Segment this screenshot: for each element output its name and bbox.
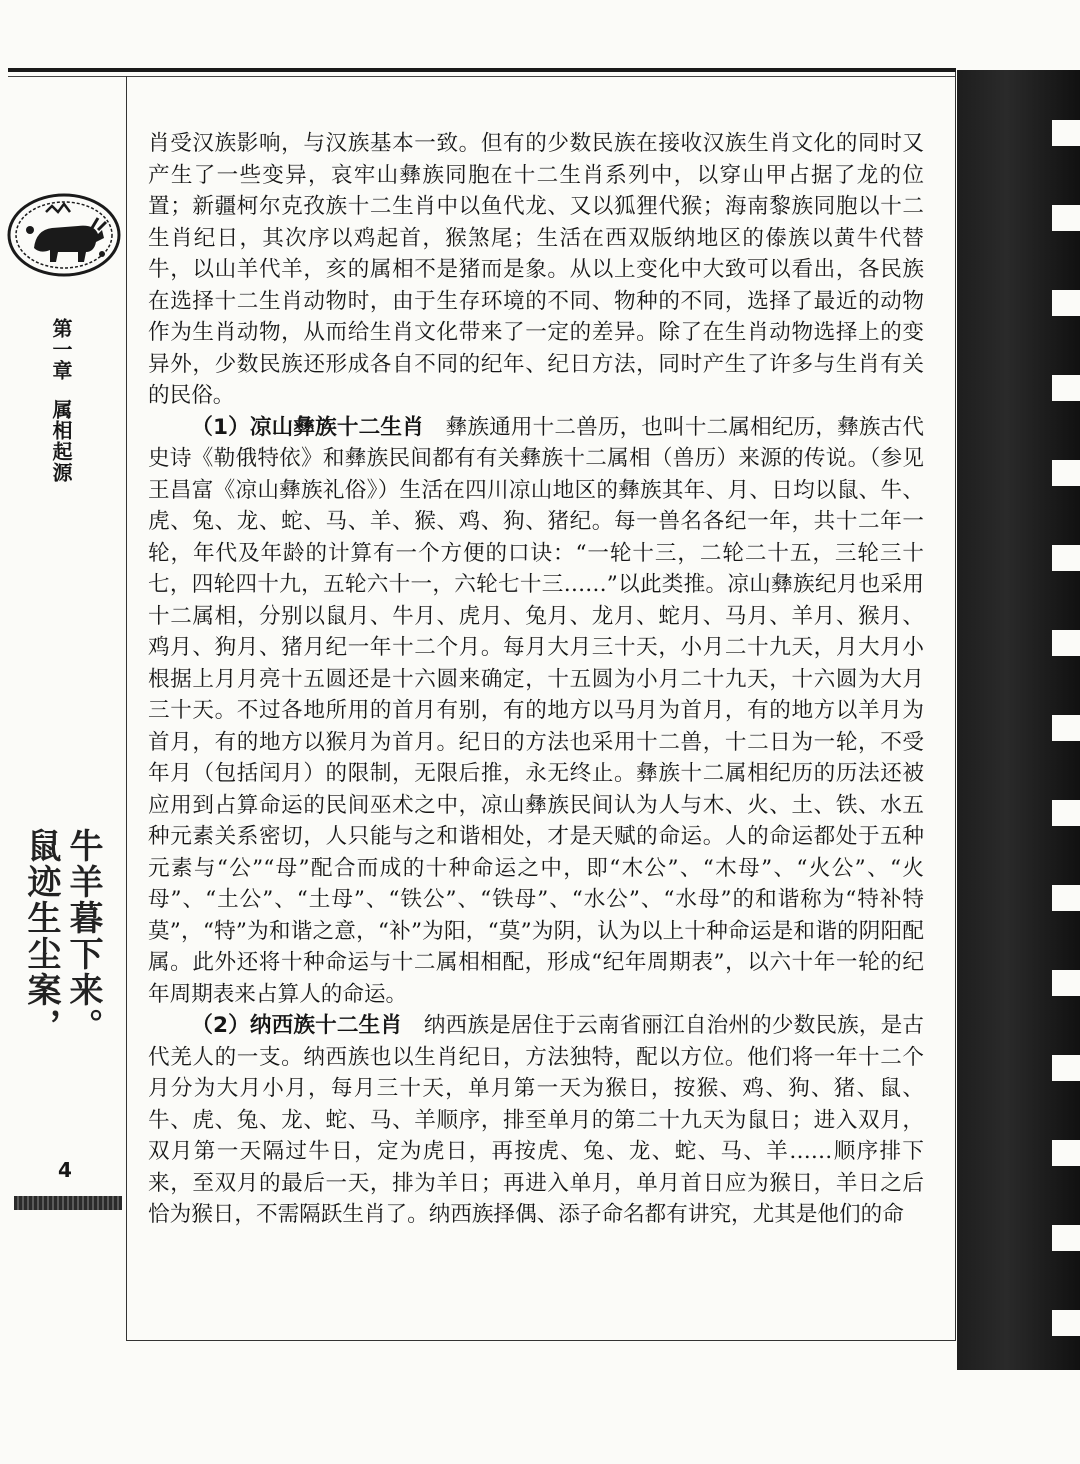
verse-line-1: 牛羊暮下来。 bbox=[63, 828, 103, 1044]
chapter-label bbox=[50, 318, 74, 483]
chapter-title: 属相起源 bbox=[49, 399, 73, 483]
section-2-heading: （2）纳西族十二生肖 bbox=[191, 1013, 403, 1038]
page-number: 4 bbox=[58, 1158, 72, 1182]
chapter-number: 第一章 bbox=[49, 318, 73, 381]
section-1 bbox=[148, 412, 924, 1011]
section-2-text: 纳西族是居住于云南省丽江自治州的少数民族，是古代羌人的一支。纳西族也以生肖纪日，方法独特，配以方位。他们将一年十二个月分为大月小月，每月三十天，单月第一天为猴日，按猴、鸡、狗、猪、鼠、牛、虎、兔、龙、蛇、马、羊顺序，排至单月的第二十九天为鼠日；进入双月，双月第一天隔过牛日，定为虎日，再按虎、兔、龙、蛇、马、羊……顺序排下来，至双月的最后一天，排为羊日；再进入单月，单月首日应为猴日，羊日之后恰为猴日，不需隔跃生肖了。纳西族择偶、添子命名都有讲究，尤其是他们的命 bbox=[148, 1013, 924, 1227]
paragraph-1: 肖受汉族影响，与汉族基本一致。但有的少数民族在接收汉族生肖文化的同时又产生了一些变异，哀牢山彝族同胞在十二生肖系列中，以穿山甲占据了龙的位置；新疆柯尔克孜族十二生肖中以鱼代龙、又以狐狸代猴；海南黎族同胞以十二生肖纪日，其次序以鸡起首，猴煞尾；生活在西双版纳地区的傣族以黄牛代替牛，以山羊代羊，亥的属相不是猪而是象。从以上变化中大致可以看出，各民族在选择十二生肖动物时，由于生存环境的不同、物种的不同，选择了最近的动物作为生肖动物，从而给生肖文化带来了一定的差异。除了在生肖动物选择上的变异外，少数民族还形成各自不同的纪年、纪日方法，同时产生了许多与生肖有关的民俗。 bbox=[148, 131, 924, 408]
zodiac-ox-emblem-icon bbox=[6, 190, 122, 280]
verse-line-2: 鼠迹生尘案， bbox=[21, 828, 61, 1044]
top-rule-thin bbox=[8, 76, 956, 77]
film-strip-decoration-icon bbox=[957, 70, 1080, 1370]
section-1-text: 彝族通用十二兽历，也叫十二属相纪历，彝族古代史诗《勒俄特依》和彝族民间都有有关彝族十二属相（兽历）来源的传说。（参见王昌富《凉山彝族礼俗》）生活在四川凉山地区的彝族其年、月、日均以鼠、牛、虎、兔、龙、蛇、马、羊、猴、鸡、狗、猪纪。每一兽名各纪一年，共十二年一轮，年代及年龄的计算有一个方便的口诀：“一轮十三，二轮二十五，三轮三十七，四轮四十九，五轮六十一，六轮七十三……”以此类推。凉山彝族纪月也采用十二属相，分别以鼠月、牛月、虎月、兔月、龙月、蛇月、马月、羊月、猴月、鸡月、狗月、猪月纪一年十二个月。每月大月三十天，小月二十九天，月大月小根据上月月亮十五圆还是十六圆来确定，十五圆为小月二十九天，十六圆为大月三十天。不过各地所用的首月有别，有的地方以马月为首月，有的地方以羊月为首月，有的地方以猴月为首月。纪日的方法也采用十二兽，十二日为一轮，不受年月（包括闰月）的限制，无限后推，永无终止。彝族十二属相纪历的历法还被应用到占算命运的民间巫术之中，凉山彝族民间认为人与木、火、土、铁、水五种元素关系密切，人只能与之和谐相处，才是天赋的命运。人的命运都处于五种元素与“公”“母”配合而成的十种命运之中，即“木公”、“木母”、“火公”、“火母”、“土公”、“土母”、“铁公”、“铁母”、“水公”、“水母”的和谐称为“特补特莫”，“特”为和谐之意，“补”为阳，“莫”为阴，认为以上十种命运是和谐的阴阳配属。此外还将十种命运与十二属相相配，形成“纪年周期表”，以六十年一轮的纪年周期表来占算人的命运。 bbox=[148, 414, 924, 1007]
sidebar-verse bbox=[20, 828, 104, 1058]
page-number-bar bbox=[14, 1196, 122, 1210]
frame-bottom-border bbox=[126, 1340, 956, 1341]
body-text bbox=[148, 128, 924, 1231]
margin-divider bbox=[126, 76, 127, 1340]
section-2 bbox=[148, 1010, 924, 1231]
section-1-heading: （1）凉山彝族十二生肖 bbox=[191, 414, 424, 440]
top-rule bbox=[8, 68, 956, 72]
frame-right-border bbox=[955, 72, 956, 1340]
